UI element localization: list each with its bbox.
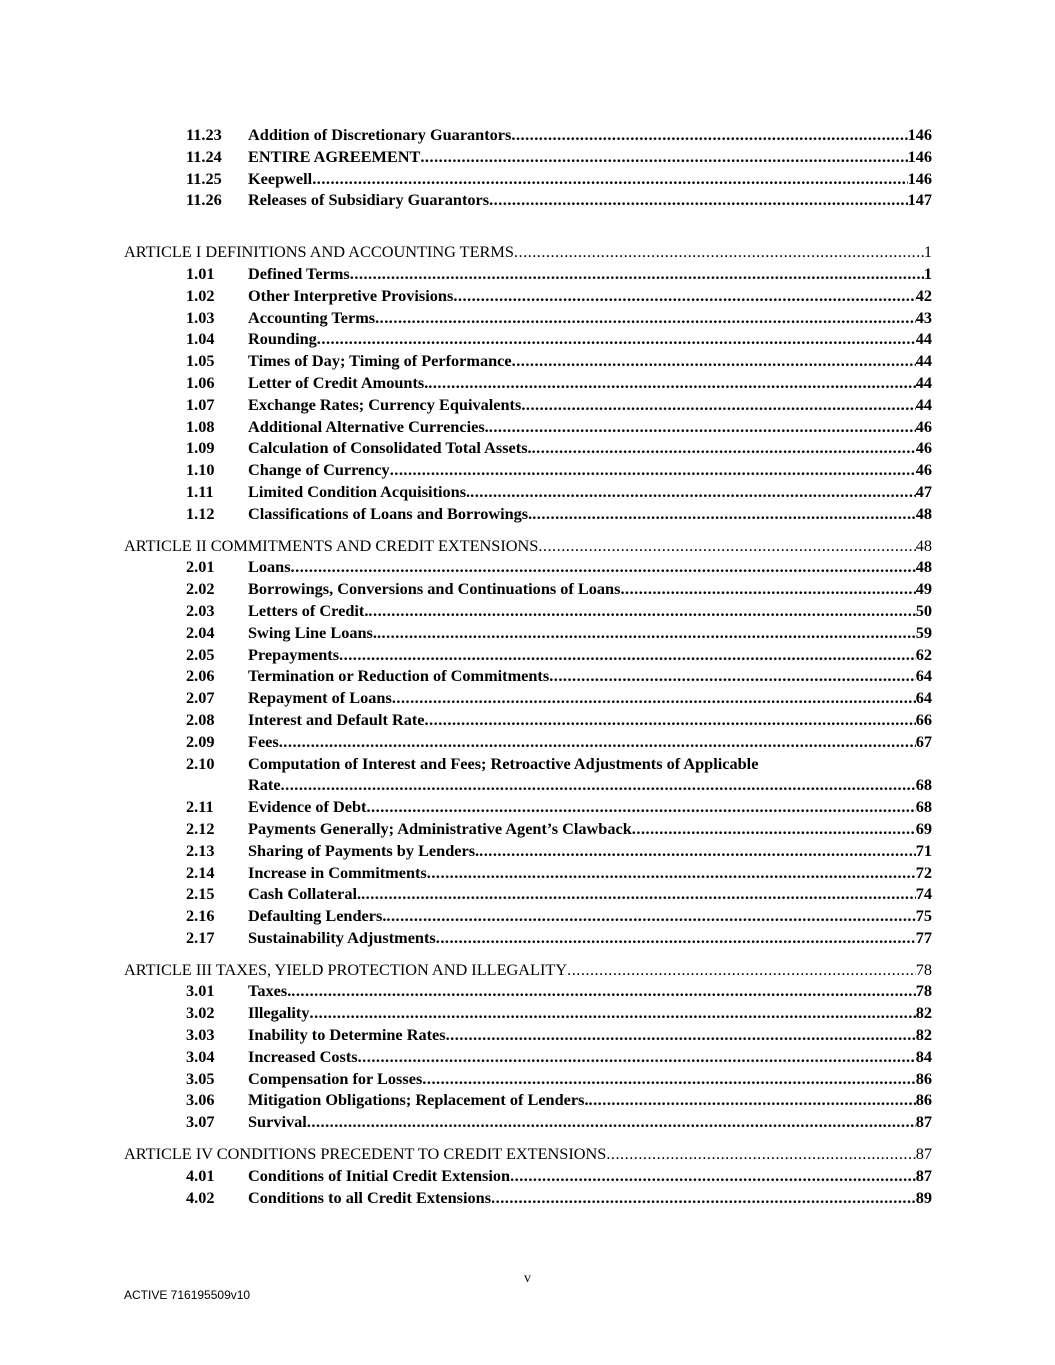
- section-title: Mitigation Obligations; Replacement of Lenders.: [248, 1090, 589, 1110]
- section-title: Interest and Default Rate: [248, 709, 425, 729]
- page-ref: 44: [915, 351, 932, 371]
- page-ref: 49: [915, 579, 932, 599]
- toc-section-entry[interactable]: [124, 818, 932, 840]
- dot-leader: [425, 709, 916, 731]
- toc-section-entry[interactable]: [124, 644, 932, 666]
- page-ref: 44: [915, 394, 932, 414]
- section-number: 3.05: [186, 1068, 215, 1088]
- page-ref: 86: [915, 1068, 932, 1088]
- dot-leader: [620, 578, 915, 600]
- dot-leader: [310, 1002, 916, 1024]
- section-number: 2.13: [186, 840, 215, 860]
- page-ref: 46: [915, 438, 932, 458]
- section-number: 3.01: [186, 981, 215, 1001]
- toc-section-entry[interactable]: [124, 416, 932, 438]
- section-number: 1.12: [186, 503, 215, 523]
- dot-leader: [489, 189, 908, 211]
- toc-section-entry[interactable]: [124, 1165, 932, 1187]
- dot-leader: [521, 394, 915, 416]
- section-title: Times of Day; Timing of Performance: [248, 351, 512, 371]
- dot-leader: [312, 168, 907, 190]
- dot-leader: [567, 959, 916, 981]
- page-ref: 50: [915, 600, 932, 620]
- toc-section-entry[interactable]: [124, 372, 932, 394]
- page-ref: 86: [915, 1090, 932, 1110]
- section-number: 2.15: [186, 884, 215, 904]
- toc-section-entry[interactable]: [124, 263, 932, 285]
- section-title: Limited Condition Acquisitions.: [248, 481, 471, 501]
- toc-section-entry[interactable]: [124, 1024, 932, 1046]
- toc-section-entry-continued[interactable]: [124, 774, 932, 796]
- section-number: 2.05: [186, 644, 215, 664]
- page-ref: 146: [907, 168, 932, 188]
- dot-leader: [511, 124, 907, 146]
- dot-leader: [427, 862, 916, 884]
- section-number: 1.06: [186, 372, 215, 392]
- dot-leader: [420, 146, 907, 168]
- page-ref: 77: [915, 927, 932, 947]
- dot-leader: [291, 980, 915, 1002]
- section-title: Releases of Subsidiary Guarantors: [248, 190, 490, 210]
- section-number: 11.24: [186, 146, 222, 166]
- dot-leader: [589, 1089, 916, 1111]
- section-title: Increase in Commitments: [248, 862, 427, 882]
- section-title: Evidence of Debt: [248, 797, 367, 817]
- toc-section-entry[interactable]: [124, 124, 932, 146]
- toc-article-heading[interactable]: [124, 959, 932, 981]
- dot-leader: [446, 1024, 916, 1046]
- dot-leader: [368, 600, 915, 622]
- section-title: Other Interpretive Provisions: [248, 285, 454, 305]
- section-title: Classifications of Loans and Borrowings.: [248, 503, 533, 523]
- section-title-line1: Computation of Interest and Fees; Retroactive Adjustments of Applicable: [248, 753, 759, 773]
- dot-leader: [632, 818, 916, 840]
- page-ref: 71: [915, 840, 932, 860]
- toc-section-entry[interactable]: [124, 980, 932, 1002]
- toc-section-entry[interactable]: [124, 481, 932, 503]
- dot-leader: [538, 535, 915, 557]
- section-title: Rounding: [248, 329, 317, 349]
- section-spacer: [124, 525, 932, 535]
- page-ref: 78: [915, 981, 932, 1001]
- article-title: ARTICLE II COMMITMENTS AND CREDIT EXTENSIONS: [124, 535, 539, 555]
- dot-leader: [470, 481, 916, 503]
- dot-leader: [361, 883, 916, 905]
- toc-section-entry[interactable]: [124, 796, 932, 818]
- section-title: Survival: [248, 1112, 307, 1132]
- dot-leader: [512, 350, 916, 372]
- section-spacer: [124, 1133, 932, 1143]
- section-spacer: [124, 949, 932, 959]
- page-ref: 44: [915, 329, 932, 349]
- toc-section-entry[interactable]: [124, 927, 932, 949]
- section-title: Accounting Terms: [248, 307, 376, 327]
- toc-section-entry[interactable]: [124, 665, 932, 687]
- section-title: Keepwell: [248, 168, 313, 188]
- section-title: Swing Line Loans.: [248, 622, 377, 642]
- section-number: 2.01: [186, 557, 215, 577]
- section-number: 2.17: [186, 927, 215, 947]
- page-ref: 62: [915, 644, 932, 664]
- section-title: Increased Costs: [248, 1046, 358, 1066]
- page-ref: 84: [915, 1046, 932, 1066]
- page-ref: 87: [915, 1165, 932, 1185]
- section-number: 1.10: [186, 460, 215, 480]
- section-number: 2.07: [186, 688, 215, 708]
- page-ref: 68: [915, 797, 932, 817]
- dot-leader: [514, 241, 924, 263]
- page-ref: 64: [915, 666, 932, 686]
- toc-section-entry[interactable]: [124, 687, 932, 709]
- section-number: 3.04: [186, 1046, 215, 1066]
- toc-article-heading[interactable]: [124, 241, 932, 263]
- page-ref: 72: [915, 862, 932, 882]
- dot-leader: [479, 840, 916, 862]
- article-title: ARTICLE III TAXES, YIELD PROTECTION AND ILLEGALITY: [124, 959, 568, 979]
- section-title: Conditions of Initial Credit Extension: [248, 1165, 511, 1185]
- toc-section-entry[interactable]: [124, 1046, 932, 1068]
- section-number: 2.04: [186, 622, 215, 642]
- page-ref: 46: [915, 460, 932, 480]
- dot-leader: [317, 328, 916, 350]
- toc-section-entry[interactable]: [124, 1089, 932, 1111]
- toc-section-entry[interactable]: [124, 1068, 932, 1090]
- section-number: 2.16: [186, 906, 215, 926]
- section-number: 3.06: [186, 1090, 215, 1110]
- toc-section-entry[interactable]: [124, 307, 932, 329]
- section-title: Letter of Credit Amounts.: [248, 372, 429, 392]
- toc-section-entry[interactable]: [124, 1002, 932, 1024]
- toc-section-entry[interactable]: [124, 503, 932, 525]
- toc-section-entry[interactable]: [124, 1187, 932, 1209]
- section-number: 2.03: [186, 600, 215, 620]
- toc-section-entry[interactable]: [124, 753, 932, 775]
- dot-leader: [549, 665, 916, 687]
- section-title: Inability to Determine Rates: [248, 1025, 446, 1045]
- section-number: 4.01: [186, 1165, 215, 1185]
- section-title: Taxes.: [248, 981, 292, 1001]
- section-number: 2.09: [186, 731, 215, 751]
- dot-leader: [453, 285, 915, 307]
- section-number: 1.07: [186, 394, 215, 414]
- dot-leader: [375, 307, 916, 329]
- section-title: Repayment of Loans: [248, 688, 392, 708]
- toc-article-heading[interactable]: [124, 535, 932, 557]
- toc-section-entry[interactable]: [124, 840, 932, 862]
- toc-section-entry[interactable]: [124, 394, 932, 416]
- page-ref: 48: [915, 503, 932, 523]
- section-title: Conditions to all Credit Extensions: [248, 1187, 492, 1207]
- page-ref: 1: [923, 263, 932, 283]
- dot-leader: [428, 372, 915, 394]
- page-ref: 74: [915, 884, 932, 904]
- page-ref: 66: [915, 709, 932, 729]
- page-ref: 47: [915, 481, 932, 501]
- article-title: ARTICLE I DEFINITIONS AND ACCOUNTING TERMS: [124, 242, 514, 262]
- toc-section-entry[interactable]: [124, 600, 932, 622]
- page-ref: 59: [915, 622, 932, 642]
- dot-leader: [291, 556, 916, 578]
- dot-leader: [532, 503, 916, 525]
- page-ref: 68: [915, 775, 932, 795]
- page-ref: 1: [923, 242, 932, 262]
- toc-section-entry[interactable]: [124, 285, 932, 307]
- toc-section-entry[interactable]: [124, 350, 932, 372]
- section-title: Borrowings, Conversions and Continuations of Loans: [248, 579, 621, 599]
- page-ref: 75: [915, 906, 932, 926]
- page-ref: 67: [915, 731, 932, 751]
- section-number: 11.23: [186, 125, 222, 144]
- toc-section-entry[interactable]: [124, 168, 932, 190]
- section-title: Loans: [248, 557, 291, 577]
- page-ref: 48: [915, 557, 932, 577]
- page-ref: 146: [907, 125, 932, 144]
- dot-leader: [350, 263, 924, 285]
- section-title-line2: Rate: [248, 775, 281, 795]
- page-number: v: [524, 1271, 531, 1286]
- toc-section-entry[interactable]: [124, 1111, 932, 1133]
- section-title: Termination or Reduction of Commitments: [248, 666, 550, 686]
- page-ref: 42: [915, 285, 932, 305]
- section-number: 11.26: [186, 190, 222, 210]
- section-number: 3.02: [186, 1003, 215, 1023]
- section-title: Calculation of Consolidated Total Assets.: [248, 438, 532, 458]
- section-number: 2.02: [186, 579, 215, 599]
- toc-section-entry[interactable]: [124, 189, 932, 211]
- page-ref: 64: [915, 688, 932, 708]
- section-title: Cash Collateral.: [248, 884, 362, 904]
- section-title: Payments Generally; Administrative Agent’s Clawback: [248, 818, 632, 838]
- dot-leader: [390, 459, 916, 481]
- dot-leader: [386, 905, 915, 927]
- section-title: Sustainability Adjustments: [248, 927, 436, 947]
- section-number: 1.08: [186, 416, 215, 436]
- section-title: ENTIRE AGREEMENT: [248, 146, 421, 166]
- page-ref: 87: [915, 1144, 932, 1164]
- toc-section-entry[interactable]: [124, 578, 932, 600]
- toc-section-entry[interactable]: [124, 622, 932, 644]
- dot-leader: [606, 1143, 915, 1165]
- toc-section-entry[interactable]: [124, 883, 932, 905]
- section-number: 11.25: [186, 168, 222, 188]
- section-number: 1.02: [186, 285, 215, 305]
- page-ref: 146: [907, 146, 932, 166]
- article-title: ARTICLE IV CONDITIONS PRECEDENT TO CREDIT EXTENSIONS: [124, 1144, 607, 1164]
- toc-section-entry[interactable]: [124, 328, 932, 350]
- section-title: Compensation for Losses: [248, 1068, 423, 1088]
- dot-leader: [366, 796, 915, 818]
- section-number: 2.14: [186, 862, 215, 882]
- page-ref: 46: [915, 416, 932, 436]
- dot-leader: [339, 644, 916, 666]
- page-ref: 87: [915, 1112, 932, 1132]
- page-ref: 48: [915, 535, 932, 555]
- section-title: Addition of Discretionary Guarantors: [248, 125, 512, 144]
- dot-leader: [491, 1187, 916, 1209]
- dot-leader: [377, 622, 916, 644]
- dot-leader: [422, 1068, 915, 1090]
- toc-section-entry[interactable]: [124, 146, 932, 168]
- toc-section-entry[interactable]: [124, 437, 932, 459]
- page-ref: 43: [915, 307, 932, 327]
- dot-leader: [392, 687, 916, 709]
- section-number: 2.11: [186, 797, 214, 817]
- toc-article-heading[interactable]: [124, 1143, 932, 1165]
- section-title: Change of Currency: [248, 460, 390, 480]
- toc-section-entry[interactable]: [124, 905, 932, 927]
- section-title: Defined Terms: [248, 263, 350, 283]
- section-number: 3.03: [186, 1025, 215, 1045]
- section-title: Fees: [248, 731, 279, 751]
- page-ref: 82: [915, 1003, 932, 1023]
- section-title: Defaulting Lenders.: [248, 906, 387, 926]
- page-ref: 147: [907, 190, 932, 210]
- section-number: 1.09: [186, 438, 215, 458]
- section-title: Sharing of Payments by Lenders.: [248, 840, 480, 860]
- section-title: Exchange Rates; Currency Equivalents: [248, 394, 522, 414]
- section-number: 2.10: [186, 753, 215, 773]
- page-ref: 82: [915, 1025, 932, 1045]
- document-id: ACTIVE 716195509v10: [124, 1288, 251, 1302]
- toc-section-entry[interactable]: [124, 862, 932, 884]
- dot-leader: [358, 1046, 916, 1068]
- page-ref: 78: [915, 959, 932, 979]
- dot-leader: [510, 1165, 916, 1187]
- section-number: 2.12: [186, 818, 215, 838]
- section-number: 1.11: [186, 481, 214, 501]
- section-number: 2.06: [186, 666, 215, 686]
- dot-leader: [489, 416, 916, 438]
- dot-leader: [279, 731, 916, 753]
- page-ref: 69: [915, 818, 932, 838]
- toc-section-entry[interactable]: [124, 731, 932, 753]
- section-number: 1.01: [186, 263, 215, 283]
- toc-section-entry[interactable]: [124, 459, 932, 481]
- section-number: 3.07: [186, 1112, 215, 1132]
- section-title: Prepayments: [248, 644, 340, 664]
- section-title: Illegality: [248, 1003, 310, 1023]
- toc-section-entry[interactable]: [124, 709, 932, 731]
- page-ref: 44: [915, 372, 932, 392]
- toc-section-entry[interactable]: [124, 556, 932, 578]
- section-spacer: [124, 211, 932, 241]
- section-number: 1.05: [186, 351, 215, 371]
- dot-leader: [281, 774, 916, 796]
- section-number: 1.04: [186, 329, 215, 349]
- section-number: 4.02: [186, 1187, 215, 1207]
- dot-leader: [532, 437, 916, 459]
- dot-leader: [436, 927, 916, 949]
- dot-leader: [307, 1111, 916, 1133]
- section-title: Letters of Credit.: [248, 600, 369, 620]
- table-of-contents: [124, 124, 932, 1208]
- section-number: 1.03: [186, 307, 215, 327]
- page-ref: 89: [915, 1187, 932, 1207]
- section-number: 2.08: [186, 709, 215, 729]
- section-title: Additional Alternative Currencies.: [248, 416, 489, 436]
